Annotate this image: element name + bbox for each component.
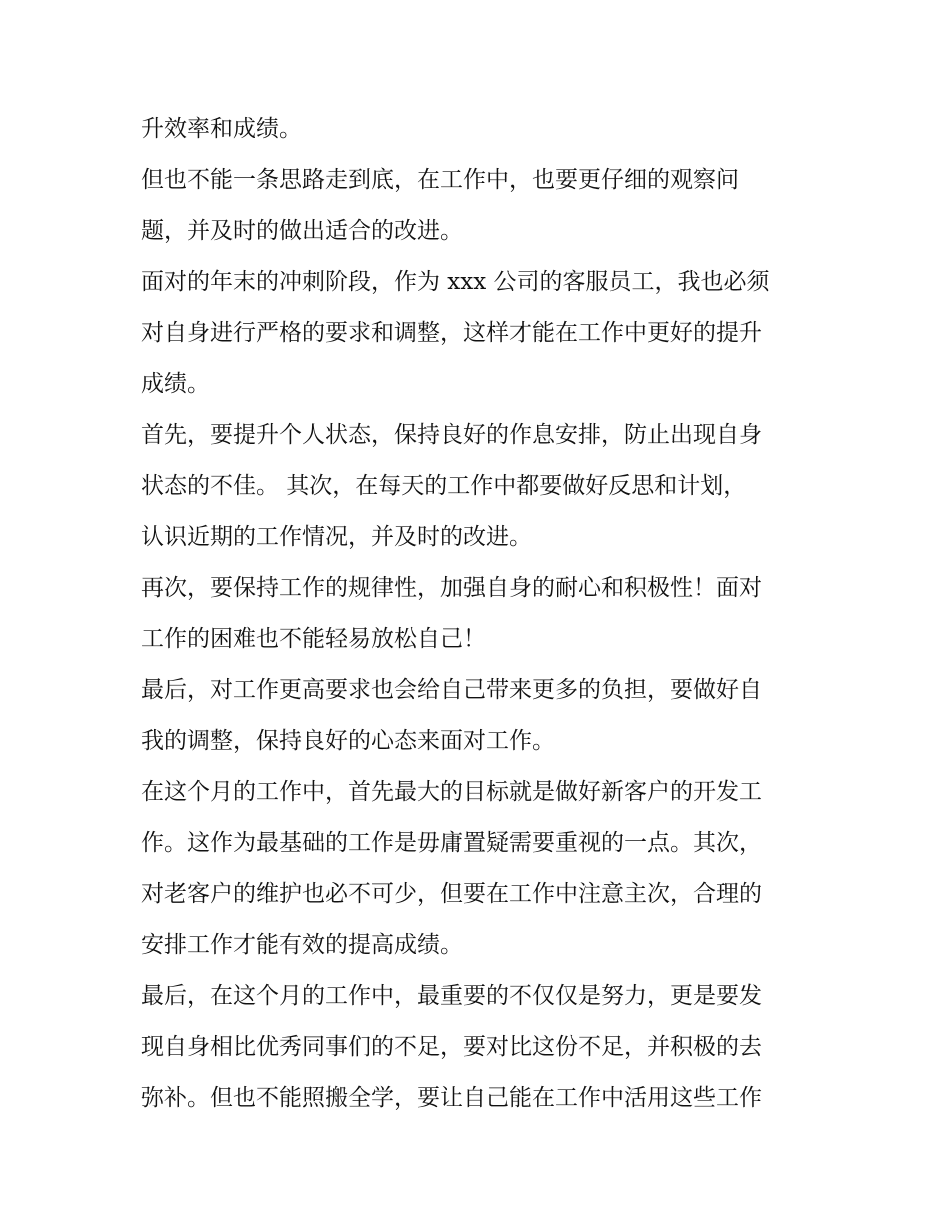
text-line: 工作的困难也不能轻易放松自己！ [141,626,486,652]
document-body-text [141,104,821,1124]
text-line: 状态的不佳。 其次，在每天的工作中都要做好反思和计划， [141,473,747,499]
text-line: 对自身进行严格的要求和调整，这样才能在工作中更好的提升 [141,320,762,346]
text-line: 现自身相比优秀同事们的不足，要对比这份不足，并积极的去 [141,1034,762,1060]
text-line: 成绩。 [141,371,210,397]
text-line: 最后，在这个月的工作中，最重要的不仅仅是努力，更是要发 [141,983,762,1009]
text-line: 再次，要保持工作的规律性，加强自身的耐心和积极性！面对 [141,575,762,601]
text-line: 首先，要提升个人状态，保持良好的作息安排，防止出现自身 [141,422,762,448]
text-line: 对老客户的维护也必不可少，但要在工作中注意主次，合理的 [141,881,762,907]
text-line: 升效率和成绩。 [141,116,302,142]
text-line: 认识近期的工作情况，并及时的改进。 [141,524,532,550]
text-line: 作。这作为最基础的工作是毋庸置疑需要重视的一点。其次， [141,830,762,856]
text-line: 但也不能一条思路走到底，在工作中，也要更仔细的观察问 [141,167,739,193]
text-line: 弥补。但也不能照搬全学，要让自己能在工作中活用这些工作 [141,1085,762,1111]
text-line: 在这个月的工作中，首先最大的目标就是做好新客户的开发工 [141,779,762,805]
text-line: 面对的年末的冲刺阶段，作为 xxx 公司的客服员工，我也必须 [141,269,770,295]
text-line: 题，并及时的做出适合的改进。 [141,218,463,244]
text-line: 安排工作才能有效的提高成绩。 [141,932,463,958]
text-line: 最后，对工作更高要求也会给自己带来更多的负担，要做好自 [141,677,762,703]
text-line: 我的调整，保持良好的心态来面对工作。 [141,728,555,754]
